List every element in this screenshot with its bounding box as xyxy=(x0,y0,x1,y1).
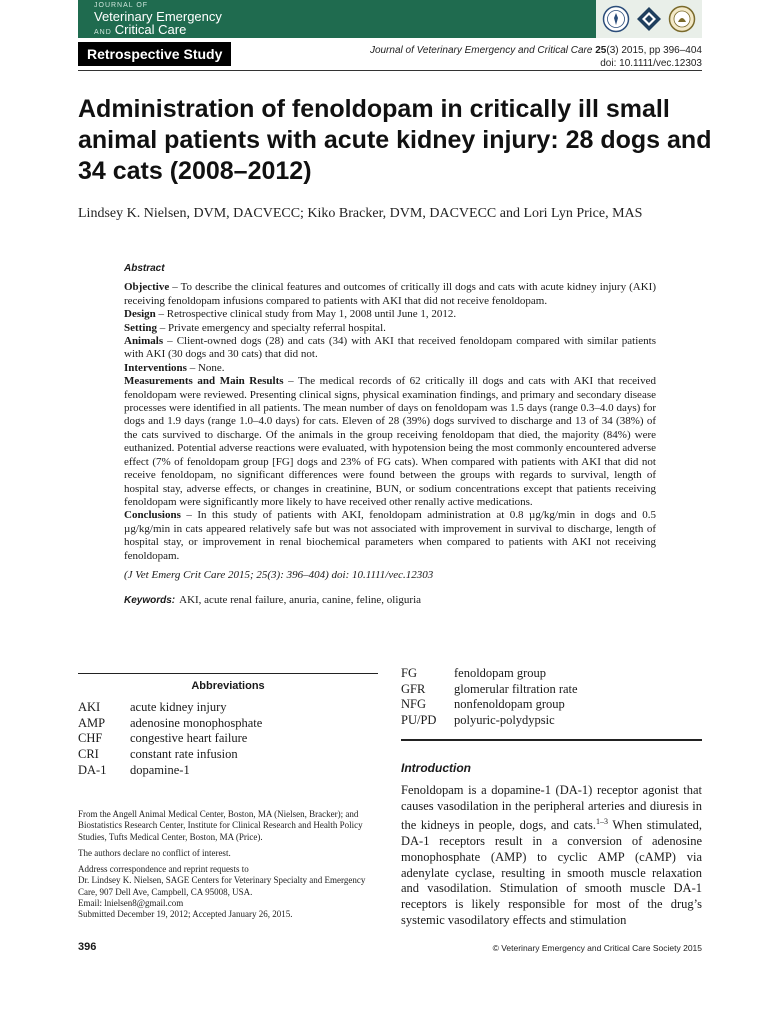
article-title: Administration of fenoldopam in critically ill small animal patients with acute kidney injury: 28 dogs and 34 cats (2008–2012) xyxy=(78,95,712,185)
abstract-animals: Animals – Client-owned dogs (28) and cats (34) with AKI that received fenoldopam compared with similar patients with AKI (30 dogs and 30 cats) that did not. xyxy=(124,335,656,361)
abstract-heading: Abstract xyxy=(124,263,165,274)
journal-name-line1: Veterinary Emergency xyxy=(94,9,222,24)
conflict-statement: The authors declare no conflict of interest. xyxy=(78,847,231,858)
citation-journal-name: Journal of Veterinary Emergency and Critical Care xyxy=(369,45,593,56)
abbreviations-top-rule xyxy=(78,673,378,674)
abbreviations-list-left xyxy=(78,700,262,779)
journal-citation xyxy=(370,44,702,70)
keywords: Keywords: AKI, acute renal failure, anuria, canine, feline, oliguria xyxy=(124,594,422,607)
abbreviation-row: CRI constant rate infusion xyxy=(78,747,238,762)
abbreviation-row: NFG nonfenoldopam group xyxy=(401,697,565,712)
abstract-conclusions: Conclusions – In this study of patients with AKI, fenoldopam administration at 0.8 µg/kg/min in dogs and 0.5 µg/kg/min in cats appeared relatively safe but was not associated with improvement in survival to discharge, length of hospital stay, or improvement in renal biochemical parameters when compared to patients with AKI not receiving fenoldopam. xyxy=(124,509,656,562)
journal-name-prefix: JOURNAL OF xyxy=(94,2,149,9)
correspondence-email: Email: lnielsen8@gmail.com xyxy=(78,898,184,909)
academy-seal-icon xyxy=(668,5,696,33)
citation-volume: 25 xyxy=(595,45,607,56)
introduction-text: Fenoldopam is a dopamine-1 (DA-1) receptor agonist that causes vasodilation in the peripheral arteries and diuresis in the kidneys in people, dogs, and cats.$^{1-3}$ When stimulated, DA-1 receptors result in a conversion of adenosine monophosphate (AMP) to cyclic AMP (cAMP) via adenylate cyclase, resulting in smooth muscle relaxation and vasodilation. Stimulation of smooth muscle DA-1 receptors is likely responsible for most of the drug’s systemic vasodilatory effects and stimulation xyxy=(401,783,702,927)
article-type-label: Retrospective Study xyxy=(78,42,231,66)
abbreviation-row: FG fenoldopam group xyxy=(401,666,546,680)
introduction-heading: Introduction xyxy=(401,761,471,775)
abbreviation-row: AMP adenosine monophosphate xyxy=(78,715,263,730)
copyright-notice: © Veterinary Emergency and Critical Care Society 2015 xyxy=(492,943,702,953)
correspondence-address: Dr. Lindsey K. Nielsen, SAGE Centers for Veterinary Specialty and Emergency Care, 907 Dell Ave, Campbell, CA 95008, USA. xyxy=(78,875,366,897)
abstract-design: Design – Retrospective clinical study from May 1, 2008 until June 1, 2012. xyxy=(124,308,457,321)
journal-banner xyxy=(78,0,702,38)
abstract-objective: Objective – To describe the clinical features and outcomes of critically ill dogs and cats with acute kidney injury (AKI) receiving fenoldopam infusions compared to patients with AKI that did not receive fenoldopam. xyxy=(124,281,656,307)
abstract-results: Measurements and Main Results – The medical records of 62 critically ill dogs and cats with AKI that received fenoldopam were reviewed. Presenting clinical signs, physical examination findings, and primary and secondary disease processes were identified in all patients. The mean number of days on fenoldopam was 1.5 days (range 0.3–4.0 days) for dogs and 1.9 days (range 1.0–4.0 days) for cats. Eleven of 28 (39%) dogs survived to discharge and 13 of 34 (38%) of the cats survived to discharge. Of the animals in the group receiving fenoldopam that died, the majority (84%) were euthanized. Potential adverse reactions were evaluated, with hypotension being the most commonly encountered adverse effect (7% of fenoldopam group [FG] dogs and 23% of FG cats). When compared with patients with AKI that did not receive fenoldopam, no significant differences were found between the groups with regards to survival, length of hospital stay, adverse effects, or changes in creatinine, BUN, or sodium concentrations except that patients receiving fenoldopam were significantly more likely to have received other renally active medications. xyxy=(124,375,656,508)
abbreviation-row: DA-1 dopamine-1 xyxy=(78,762,190,777)
citation-doi: doi: 10.1111/vec.12303 xyxy=(600,58,702,69)
abbreviations-heading: Abbreviations xyxy=(191,680,265,692)
abstract-setting: Setting – Private emergency and specialty referral hospital. xyxy=(124,321,386,334)
journal-name-line2: AND Critical Care xyxy=(94,22,187,37)
header-divider xyxy=(78,70,702,71)
abbreviation-row: AKI acute kidney injury xyxy=(78,700,227,714)
abstract-reference: (J Vet Emerg Crit Care 2015; 25(3): 396–404) doi: 10.1111/vec.12303 xyxy=(124,568,434,581)
abbreviation-row: PU/PD polyuric-polydypsic xyxy=(401,713,555,728)
diamond-emblem-icon xyxy=(635,5,663,33)
abbreviation-row: CHF congestive heart failure xyxy=(78,731,248,746)
submission-dates: Submitted December 19, 2012; Accepted January 26, 2015. xyxy=(78,909,293,920)
abbreviation-row: GFR glomerular filtration rate xyxy=(401,681,578,696)
society-seals xyxy=(596,0,702,38)
abstract-section xyxy=(124,262,656,608)
abstract-interventions: Interventions – None. xyxy=(124,361,225,374)
abbreviations-bottom-rule xyxy=(401,739,702,741)
correspondence-intro: Address correspondence and reprint requests to xyxy=(78,864,249,875)
society-seal-icon xyxy=(602,5,630,33)
abbreviations-list-right xyxy=(401,666,578,729)
author-list: Lindsey K. Nielsen, DVM, DACVECC; Kiko Bracker, DVM, DACVECC and Lori Lyn Price, MAS xyxy=(78,206,643,221)
citation-superscript: 1–3 xyxy=(596,817,609,827)
affiliation-from: From the Angell Animal Medical Center, Boston, MA (Nielsen, Bracker); and Biostatistics Research Center, Institute for Clinical Research and Health Policy Studies, Tufts Medical Center, Boston, MA (Price). xyxy=(78,809,363,842)
page-number: 396 xyxy=(78,941,97,953)
citation-issue-pages: (3) 2015, pp 396–404 xyxy=(606,45,702,56)
journal-name-and: AND xyxy=(94,29,112,36)
author-affiliations xyxy=(78,809,383,921)
